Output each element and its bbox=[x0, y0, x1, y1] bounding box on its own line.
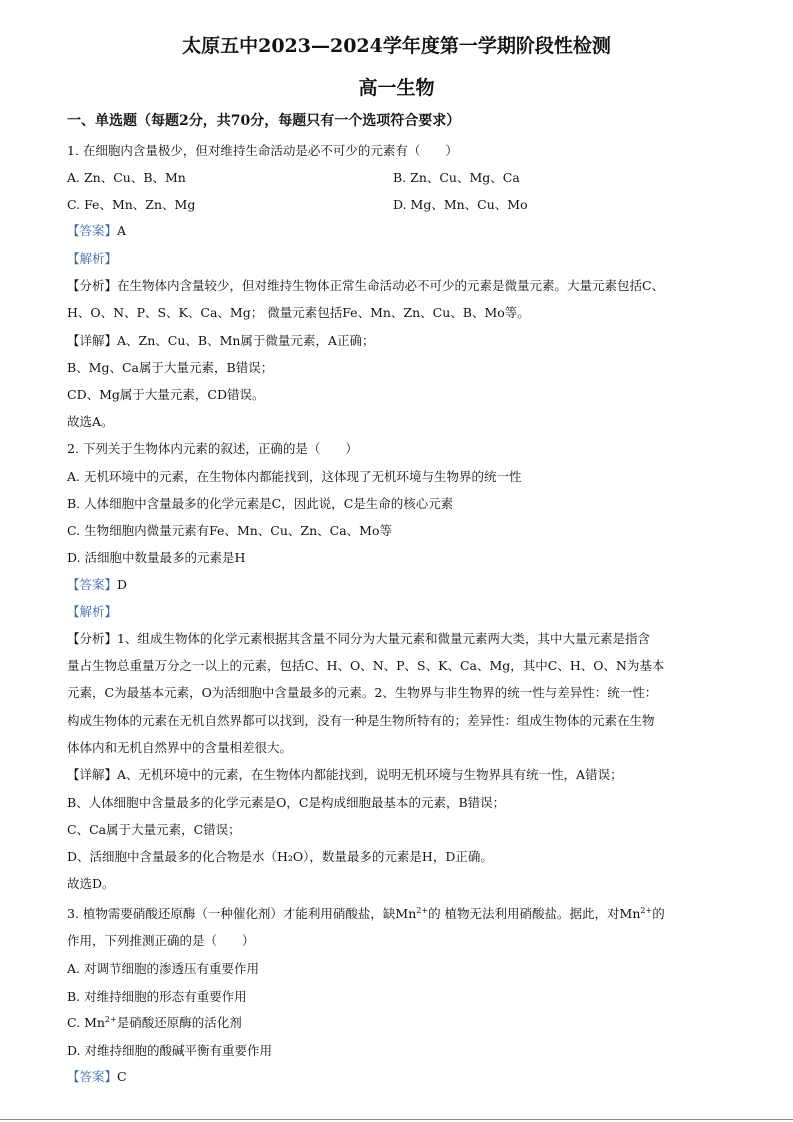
q1-option-d: D. Mg、Mn、Cu、Mo bbox=[393, 197, 528, 212]
q2-option-a: A. 无机环境中的元素，在生物体内都能找到，这体现了无机环境与生物界的统一性 bbox=[67, 469, 522, 484]
fenxi-text: 1、组成生物体的化学元素根据其含量不同分为大量元素和微量元素两大类，其中大量元素是指含 bbox=[117, 631, 650, 646]
answer-tag: 【答案】 bbox=[67, 1069, 118, 1084]
q2-fenxi-1 bbox=[67, 631, 650, 647]
q2-fenxi-3: 元素，C为最基本元素，O为活细胞中含量最多的元素。2、生物界与非生物界的统一性与差异性：统一性： bbox=[67, 685, 658, 700]
page-title: 太原五中2023—2024学年度第一学期阶段性检测 bbox=[182, 35, 611, 57]
section-heading: 一、单选题（每题2分，共70分，每题只有一个选项符合要求） bbox=[67, 113, 461, 129]
q2-option-d: D. 活细胞中数量最多的元素是H bbox=[67, 550, 246, 565]
q2-xiangjie-1 bbox=[67, 767, 623, 783]
q3-option-c-part1: C. Mn bbox=[67, 1015, 105, 1030]
q2-answer bbox=[67, 577, 127, 593]
q1-fenxi-2: H、O、N、P、S、K、Ca、Mg； 微量元素包括Fe、Mn、Zn、Cu、B、Mo等。 bbox=[67, 305, 530, 320]
q3-stem-line1 bbox=[67, 906, 665, 922]
q1-conclusion: 故选A。 bbox=[67, 414, 114, 429]
fenxi-tag: 【分析】 bbox=[67, 631, 118, 646]
q3-option-a: A. 对调节细胞的渗透压有重要作用 bbox=[67, 961, 259, 976]
q1-option-c: C. Fe、Mn、Zn、Mg bbox=[67, 197, 196, 212]
q1-xiangjie-2: B、Mg、Ca属于大量元素，B错误； bbox=[67, 360, 274, 375]
xiangjie-tag: 【详解】 bbox=[67, 333, 118, 348]
q1-option-b: B. Zn、Cu、Mg、Ca bbox=[393, 170, 520, 185]
q2-fenxi-5: 体体内和无机自然界中的含量相差很大。 bbox=[67, 740, 293, 755]
q2-xiangjie-4: D、活细胞中含量最多的化合物是水（H₂O），数量最多的元素是H，D正确。 bbox=[67, 849, 493, 864]
q2-option-c: C. 生物细胞内微量元素有Fe、Mn、Cu、Zn、Ca、Mo等 bbox=[67, 523, 392, 538]
q3-stem-line2: 作用，下列推测正确的是（ ） bbox=[67, 933, 255, 948]
q3-option-c-part2: 是硝酸还原酶的活化剂 bbox=[116, 1015, 242, 1030]
q2-fenxi-4: 构成生物体的元素在无机自然界都可以找到，没有一种是生物所特有的；差异性：组成生物体的元素在生物 bbox=[67, 713, 655, 728]
q2-xiangjie-2: B、人体细胞中含量最多的化学元素是O，C是构成细胞最基本的元素，B错误； bbox=[67, 795, 506, 810]
q1-fenxi-1 bbox=[67, 278, 664, 294]
q1-analysis-tag: 【解析】 bbox=[67, 251, 118, 266]
q3-stem-part3: 的 bbox=[652, 906, 665, 921]
q1-stem: 1. 在细胞内含量极少，但对维持生命活动是必不可少的元素有（ ） bbox=[67, 143, 458, 158]
q2-conclusion: 故选D。 bbox=[67, 876, 115, 891]
xiangjie-tag: 【详解】 bbox=[67, 767, 118, 782]
q3-stem-part2: 的 植物无法利用硝酸盐。据此，对Mn bbox=[428, 906, 641, 921]
q2-stem: 2. 下列关于生物体内元素的叙述，正确的是（ ） bbox=[67, 441, 358, 456]
q2-option-b: B. 人体细胞中含量最多的化学元素是C，因此说，C是生命的核心元素 bbox=[67, 496, 454, 511]
q3-option-c bbox=[67, 1015, 242, 1031]
q1-xiangjie-3: CD、Mg属于大量元素，CD错误。 bbox=[67, 387, 265, 402]
q3-answer bbox=[67, 1069, 127, 1085]
q3-option-d: D. 对维持细胞的酸碱平衡有重要作用 bbox=[67, 1043, 273, 1058]
q2-analysis-tag: 【解析】 bbox=[67, 604, 118, 619]
fenxi-tag: 【分析】 bbox=[67, 278, 118, 293]
footer-divider bbox=[0, 1119, 793, 1120]
q3-stem-part1: 3. 植物需要硝酸还原酶（一种催化剂）才能利用硝酸盐，缺Mn bbox=[67, 906, 417, 921]
q2-xiangjie-3: C、Ca属于大量元素，C错误； bbox=[67, 822, 241, 837]
answer-value: A bbox=[117, 223, 127, 238]
q3-option-b: B. 对维持细胞的形态有重要作用 bbox=[67, 989, 247, 1004]
superscript-charge: 2+ bbox=[104, 1015, 117, 1024]
q1-xiangjie-1 bbox=[67, 333, 374, 349]
xiangjie-text: A、无机环境中的元素，在生物体内都能找到，说明无机环境与生物界具有统一性，A错误； bbox=[117, 767, 623, 782]
q1-answer bbox=[67, 223, 126, 239]
superscript-charge: 2+ bbox=[640, 906, 653, 915]
answer-value: D bbox=[117, 577, 128, 592]
page-subtitle: 高一生物 bbox=[358, 77, 435, 99]
superscript-charge: 2+ bbox=[416, 906, 429, 915]
answer-value: C bbox=[117, 1069, 127, 1084]
answer-tag: 【答案】 bbox=[67, 223, 118, 238]
fenxi-text: 在生物体内含量较少，但对维持生物体正常生命活动必不可少的元素是微量元素。大量元素包括C、 bbox=[117, 278, 665, 293]
q1-option-a: A. Zn、Cu、B、Mn bbox=[67, 170, 186, 185]
xiangjie-text: A、Zn、Cu、B、Mn属于微量元素，A正确； bbox=[117, 333, 375, 348]
q2-fenxi-2: 量占生物总重量万分之一以上的元素，包括C、H、O、N、P、S、K、Ca、Mg，其中C、H、O、N为基本 bbox=[67, 658, 665, 673]
answer-tag: 【答案】 bbox=[67, 577, 118, 592]
